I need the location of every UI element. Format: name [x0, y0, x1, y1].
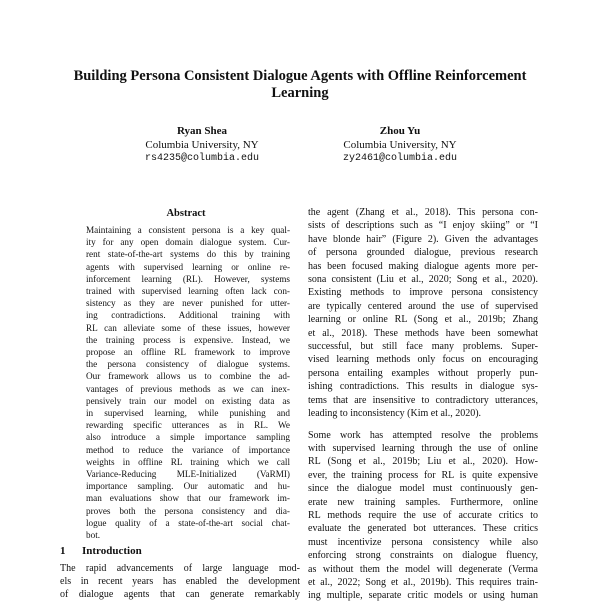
text-line: et al., 2022; Song et al., 2019b). This requires train-: [308, 576, 538, 588]
text-line: also introduce a simple importance sampling: [86, 432, 290, 443]
text-line: the persona consistency of dialogue systems.: [86, 359, 290, 370]
text-line: The rapid advancements of large language mod-: [60, 563, 300, 574]
text-line: the training process is expensive. Instead, we: [86, 334, 290, 345]
paper-title-line-1: Building Persona Consistent Dialogue Agents with Offline Reinforcement: [73, 68, 527, 84]
text-line: of persona grounded dialogue, previous research: [308, 247, 538, 259]
author-email: rs4235@columbia.edu: [144, 153, 260, 164]
text-line: trained with supervised learning often lack con-: [86, 286, 290, 297]
text-line: sists of descriptions such as “I enjoy skiing” or “I: [308, 220, 538, 232]
text-line: agents with supervised learning or online re-: [86, 261, 290, 272]
paragraph-gap: [308, 421, 538, 429]
text-line: erate new training samples. Furthermore, online: [308, 496, 538, 508]
text-line: els in recent years has enabled the development: [60, 576, 300, 587]
text-line: ing multiple, separate critic models or using human: [308, 590, 538, 602]
text-line: must incentivize persona consistency while also: [308, 536, 538, 548]
right-paragraph-1: [308, 206, 538, 421]
text-line: has been focused making dialogue agents more per-: [308, 260, 538, 272]
text-line: pensively train our model on existing data as: [86, 395, 290, 406]
right-column: [308, 206, 538, 603]
text-line: as without them the model will degenerate (Verma: [308, 563, 538, 575]
text-line: logue quality of a state-of-the-art social chat-: [86, 517, 290, 528]
section-heading: [60, 545, 300, 557]
text-line: weights in offline RL training which we call: [86, 456, 290, 467]
right-paragraph-2: [308, 429, 538, 603]
text-line: vised learning methods only focus on encouraging: [308, 354, 538, 366]
author-block-2: [290, 124, 510, 166]
text-line: persona entailing examples without properly pun-: [308, 367, 538, 379]
text-line: et al., 2018). These methods have been somewhat: [308, 327, 538, 339]
text-line: Existing methods to improve persona consistency: [308, 287, 538, 299]
text-line: evaluate the generated bot utterances. These critics: [308, 523, 538, 535]
text-line: bot.: [86, 530, 101, 541]
text-line: propose an offline RL framework to improve: [86, 347, 290, 358]
author-affiliation: Columbia University, NY: [145, 139, 259, 151]
text-line: importance sampling. Our automatic and hu-: [86, 481, 290, 492]
text-line: with supervised learning through the use of online: [308, 442, 538, 454]
text-line: rent state-of-the-art systems do this by training: [86, 249, 290, 260]
author-name: Ryan Shea: [176, 125, 228, 137]
paper-title-line-2: Learning: [271, 85, 329, 101]
text-line: have blonde hair” (Figure 2). Given the advantages: [308, 233, 538, 245]
author-email: zy2461@columbia.edu: [342, 153, 458, 164]
text-line: successful, but still face many problems. Super-: [308, 341, 538, 353]
text-line: since the dialogue model must continuously gen-: [308, 483, 538, 495]
text-line: vantages of previous methods as we can inex-: [86, 383, 290, 394]
text-line: inforcement learning (RL). However, systems: [86, 273, 290, 284]
text-line: ishing contradictions. This results in dialogue sys-: [308, 381, 538, 393]
text-line: are typically centered around the use of supervised: [308, 300, 538, 312]
text-line: enforcing strong constraints on dialogue fluency,: [308, 550, 538, 562]
text-line: ity for any open domain dialogue system. Cur-: [86, 237, 290, 248]
text-line: Maintaining a consistent persona is a key qual-: [86, 225, 290, 235]
text-line: learning or online RL (Song et al., 2019b; Zhang: [308, 314, 538, 326]
text-line: of dialogue agents that can generate remarkably: [60, 589, 300, 600]
abstract-heading: Abstract: [166, 208, 206, 219]
author-affiliation: Columbia University, NY: [343, 139, 457, 151]
introduction-body: [60, 562, 300, 601]
paper-title: [60, 68, 540, 102]
text-line: RL can alleviate some of these issues, however: [86, 322, 290, 333]
author-block-1: [92, 124, 312, 166]
text-line: Variance-Reducing MLE-Initialized (VaRMI): [86, 469, 290, 480]
author-name: Zhou Yu: [379, 125, 421, 137]
section-number: 1: [60, 545, 66, 557]
text-line: sistency as they are never punished for utter-: [86, 298, 290, 309]
text-line: the agent (Zhang et al., 2018). This persona con-: [308, 207, 538, 218]
section-title: Introduction: [82, 545, 142, 557]
text-line: leading to inconsistency (Kim et al., 2020).: [308, 408, 482, 420]
text-line: RL methods require the use of accurate critics to: [308, 509, 538, 521]
text-line: ing contradictions. Additional training with: [86, 310, 290, 321]
text-line: RL (Song et al., 2019b; Liu et al., 2020). How-: [308, 456, 538, 468]
text-line: Our framework allows us to combine the ad-: [86, 371, 290, 382]
text-line: man evaluations show that our framework im-: [86, 493, 290, 504]
text-line: rewarding specific utterances as in RL. We: [86, 420, 290, 431]
abstract-body: [86, 224, 290, 541]
text-line: in supervised learning, while punishing and: [86, 408, 290, 419]
text-line: Some work has attempted resolve the problems: [308, 429, 538, 441]
text-line: ever, the training process for RL is quite expensive: [308, 469, 538, 481]
text-line: proves both the persona consistency and dia-: [86, 505, 290, 516]
text-line: method to reduce the variance of importance: [86, 444, 290, 455]
text-line: tems that are insensitive to contradictory utterances,: [308, 394, 538, 406]
text-line: sona consistent (Liu et al., 2020; Song et al., 2020).: [308, 274, 538, 286]
